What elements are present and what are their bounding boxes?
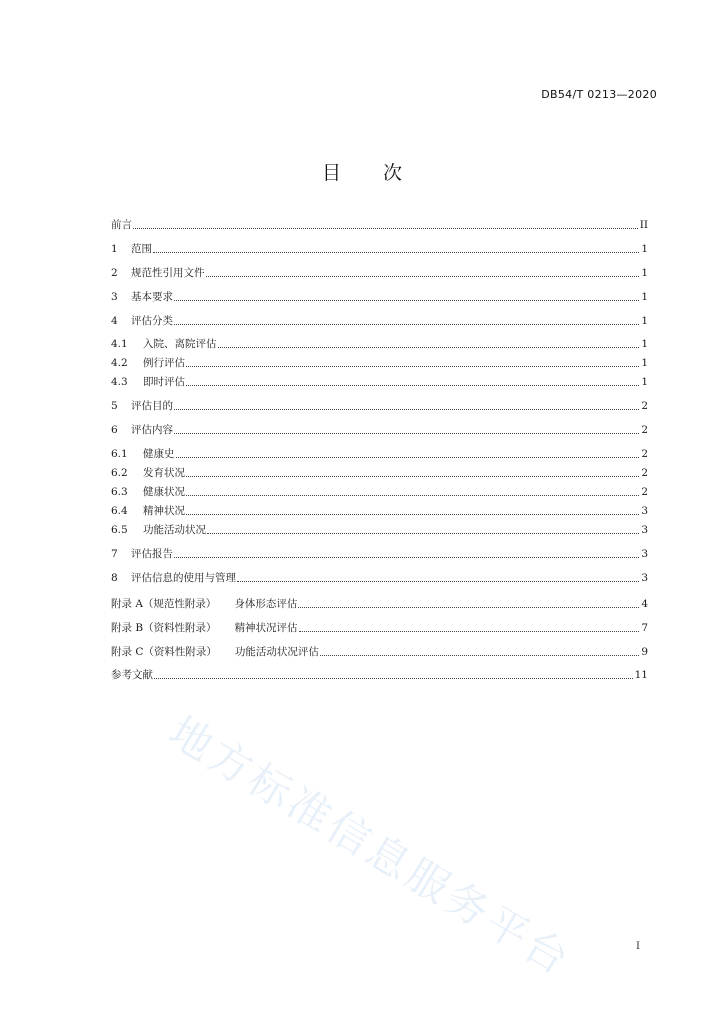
toc-entry-label: 例行评估 [143,357,185,369]
toc-entry-number: 1 [111,243,118,255]
toc-entry-label: 前言 [111,219,132,231]
toc-title-right: 次 [383,162,403,184]
toc-entry[interactable] [111,644,648,660]
toc-title-left: 目 [321,162,341,184]
toc-entry-number: 6.1 [111,448,128,460]
watermark: 地方标准信息服务平台 [160,706,581,986]
toc-entry-number: 2 [111,267,118,279]
toc-leader-dots [298,606,639,608]
toc-entry[interactable] [111,503,648,519]
toc-entry-number: 6.4 [111,505,128,517]
toc-entry-page: 2 [641,467,648,479]
toc-entry-label: 范围 [131,243,152,255]
toc-leader-dots [207,532,639,534]
toc-entry-page: 2 [641,400,648,412]
toc-entry[interactable] [111,289,648,305]
toc-entry[interactable] [111,336,648,352]
toc-entry[interactable] [111,522,648,538]
toc-entry[interactable] [111,374,648,390]
toc-entry[interactable] [111,667,648,683]
toc-entry-label: 评估报告 [131,548,173,560]
toc-entry-page: 2 [641,448,648,460]
toc-entry-label: 入院、离院评估 [143,338,217,350]
toc-entry[interactable] [111,484,648,500]
toc-entry-label: 评估信息的使用与管理 [131,572,236,584]
toc-leader-dots [174,556,639,558]
toc-entry-label: 发育状况 [143,467,185,479]
toc-entry-page: 1 [641,267,648,279]
toc-entry-number: 6.5 [111,524,128,536]
toc-leader-dots [237,580,639,582]
toc-leader-dots [174,432,639,434]
toc-entry-number: 5 [111,400,118,412]
toc-entry-label: 规范性引用文件 [131,267,205,279]
toc-entry[interactable] [111,465,648,481]
toc-leader-dots [186,513,639,515]
toc-entry-label: 附录 B（资料性附录） [111,622,217,634]
toc-leader-dots [154,677,633,679]
toc-entry-page: II [639,219,648,231]
document-code: DB54/T 0213—2020 [541,88,657,101]
toc-entry[interactable] [111,398,648,414]
toc-entry[interactable] [111,265,648,281]
toc-entry-page: 11 [634,669,648,681]
toc-leader-dots [153,251,639,253]
toc-entry-page: 1 [641,243,648,255]
toc-entry[interactable] [111,620,648,636]
toc-entry-label: 附录 C（资料性附录） [111,646,217,658]
toc-entry-number: 4 [111,315,118,327]
toc-entry-page: 1 [641,315,648,327]
toc-leader-dots [174,408,639,410]
toc-entry-page: 3 [641,548,648,560]
toc-leader-dots [299,630,640,632]
toc-entry[interactable] [111,446,648,462]
toc-entry[interactable] [111,596,648,612]
toc-entry-label: 基本要求 [131,291,173,303]
toc-entry-label: 健康状况 [143,486,185,498]
toc-entry[interactable] [111,217,648,233]
toc-entry-number: 6.2 [111,467,128,479]
toc-entry-page: 1 [641,357,648,369]
toc-entry-page: 1 [641,376,648,388]
toc-entry-label: 附录 A（规范性附录） [111,598,217,610]
toc-entry-number: 8 [111,572,118,584]
toc-entry[interactable] [111,546,648,562]
toc-entry[interactable] [111,355,648,371]
toc-leader-dots [186,384,639,386]
toc-entry-label: 评估目的 [131,400,173,412]
toc-entry-label: 即时评估 [143,376,185,388]
toc-leader-dots [186,494,639,496]
toc-entry[interactable] [111,422,648,438]
toc-entry-appendix-title: 功能活动状况评估 [234,646,319,658]
toc-leader-dots [186,475,639,477]
toc-entry-page: 2 [641,486,648,498]
toc-title [0,158,724,185]
toc-entry-appendix-title: 身体形态评估 [234,598,298,610]
toc-leader-dots [206,275,640,277]
toc-entry[interactable] [111,313,648,329]
toc-entry-page: 3 [641,572,648,584]
toc-leader-dots [174,299,639,301]
toc-entry-page: 3 [641,524,648,536]
toc-entry-page: 7 [641,622,648,634]
toc-entry-number: 4.3 [111,376,128,388]
toc-entry-label: 参考文献 [111,669,153,681]
toc-entry[interactable] [111,241,648,257]
toc-leader-dots [176,456,640,458]
toc-entry-page: 4 [641,598,648,610]
page-number: I [636,941,640,952]
toc-entry-number: 7 [111,548,118,560]
toc-entry-number: 6 [111,424,118,436]
toc-entry-number: 3 [111,291,118,303]
toc-entry-number: 6.3 [111,486,128,498]
toc-entry-number: 4.2 [111,357,128,369]
toc-entry-label: 精神状况 [143,505,185,517]
toc-entry-page: 2 [641,424,648,436]
toc-entry[interactable] [111,570,648,586]
toc-entry-label: 功能活动状况 [143,524,206,536]
toc-entry-page: 3 [641,505,648,517]
toc-entry-page: 1 [641,338,648,350]
toc-entry-appendix-title: 精神状况评估 [234,622,298,634]
toc-leader-dots [186,365,639,367]
toc-leader-dots [320,654,639,656]
toc-entry-page: 1 [641,291,648,303]
toc-entry-page: 9 [641,646,648,658]
toc-leader-dots [218,346,640,348]
toc-leader-dots [133,227,638,229]
toc-entry-label: 评估内容 [131,424,173,436]
toc-entry-label: 评估分类 [131,315,173,327]
toc-leader-dots [174,323,639,325]
toc-entry-number: 4.1 [111,338,128,350]
toc-entry-label: 健康史 [143,448,175,460]
